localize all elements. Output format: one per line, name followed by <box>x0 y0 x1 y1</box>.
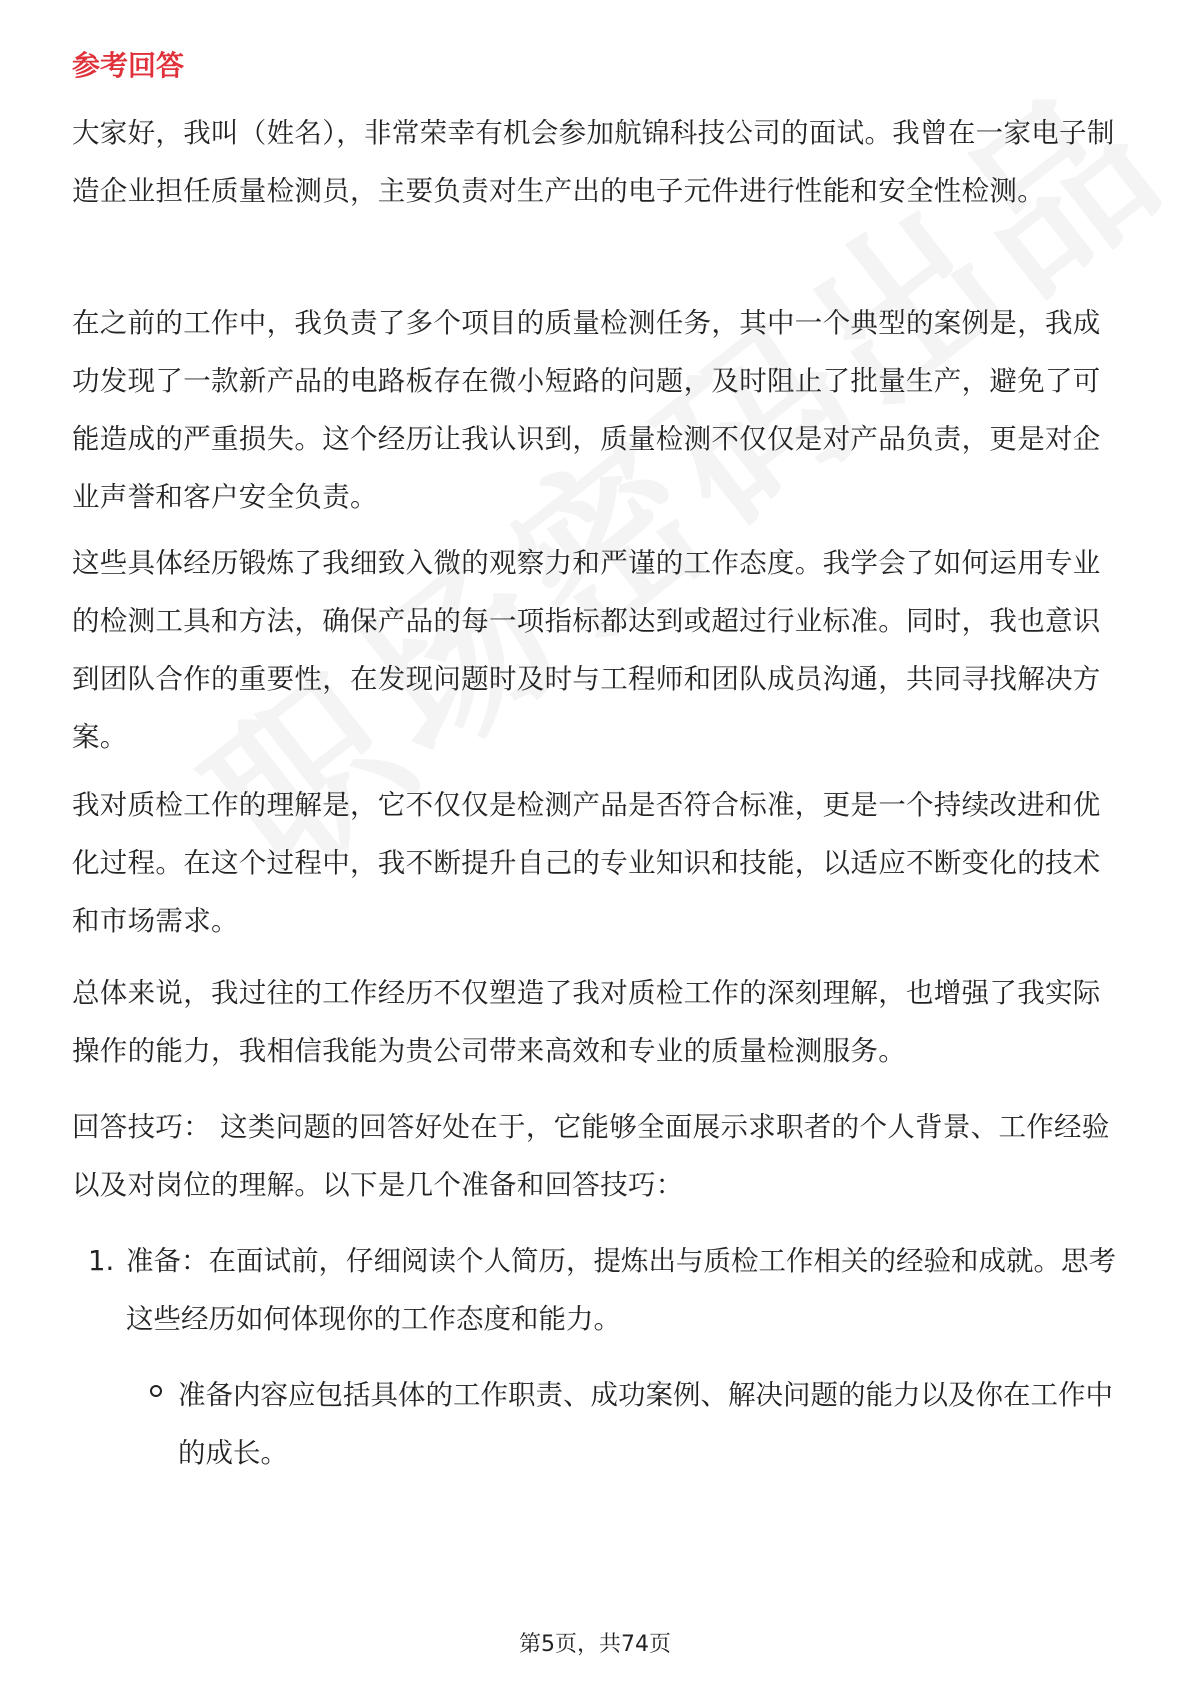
hollow-bullet-icon <box>150 1385 162 1397</box>
paragraph-experience: 在之前的工作中，我负责了多个项目的质量检测任务，其中一个典型的案例是，我成功发现了一款新产品的电路板存在微小短路的问题，及时阻止了批量生产，避免了可能造成的严重损失。这个经历让我认识到，质量检测不仅仅是对产品负责，更是对企业声誉和客户安全负责。 <box>72 307 1101 513</box>
paragraph-summary: 总体来说，我过往的工作经历不仅塑造了我对质检工作的深刻理解，也增强了我实际操作的能力，我相信我能为贵公司带来高效和专业的质量检测服务。 <box>72 977 1101 1067</box>
paragraph-understanding: 我对质检工作的理解是，它不仅仅是检测产品是否符合标准，更是一个持续改进和优化过程。在这个过程中，我不断提升自己的专业知识和技能，以适应不断变化的技术和市场需求。 <box>72 789 1101 937</box>
paragraph-tips: 回答技巧： 这类问题的回答好处在于，它能够全面展示求职者的个人背景、工作经验以及对岗位的理解。以下是几个准备和回答技巧： <box>72 1111 1110 1201</box>
page-footer: 第5页，共74页 <box>519 1632 671 1657</box>
list-item-text: 准备：在面试前，仔细阅读个人简历，提炼出与质检工作相关的经验和成就。思考这些经历如何体现你的工作态度和能力。 <box>126 1245 1116 1335</box>
paragraph-intro: 大家好，我叫（姓名），非常荣幸有机会参加航锦科技公司的面试。我曾在一家电子制造企业担任质量检测员，主要负责对生产出的电子元件进行性能和安全性检测。 <box>72 117 1115 207</box>
paragraph-skills: 这些具体经历锻炼了我细致入微的观察力和严谨的工作态度。我学会了如何运用专业的检测工具和方法，确保产品的每一项指标都达到或超过行业标准。同时，我也意识到团队合作的重要性，在发现问题时及时与工程师和团队成员沟通，共同寻找解决方案。 <box>72 547 1101 753</box>
section-heading: 参考回答 <box>72 49 185 82</box>
sub-list-item-text: 准备内容应包括具体的工作职责、成功案例、解决问题的能力以及你在工作中的成长。 <box>178 1379 1113 1469</box>
list-item-number: 1. <box>88 1245 115 1277</box>
